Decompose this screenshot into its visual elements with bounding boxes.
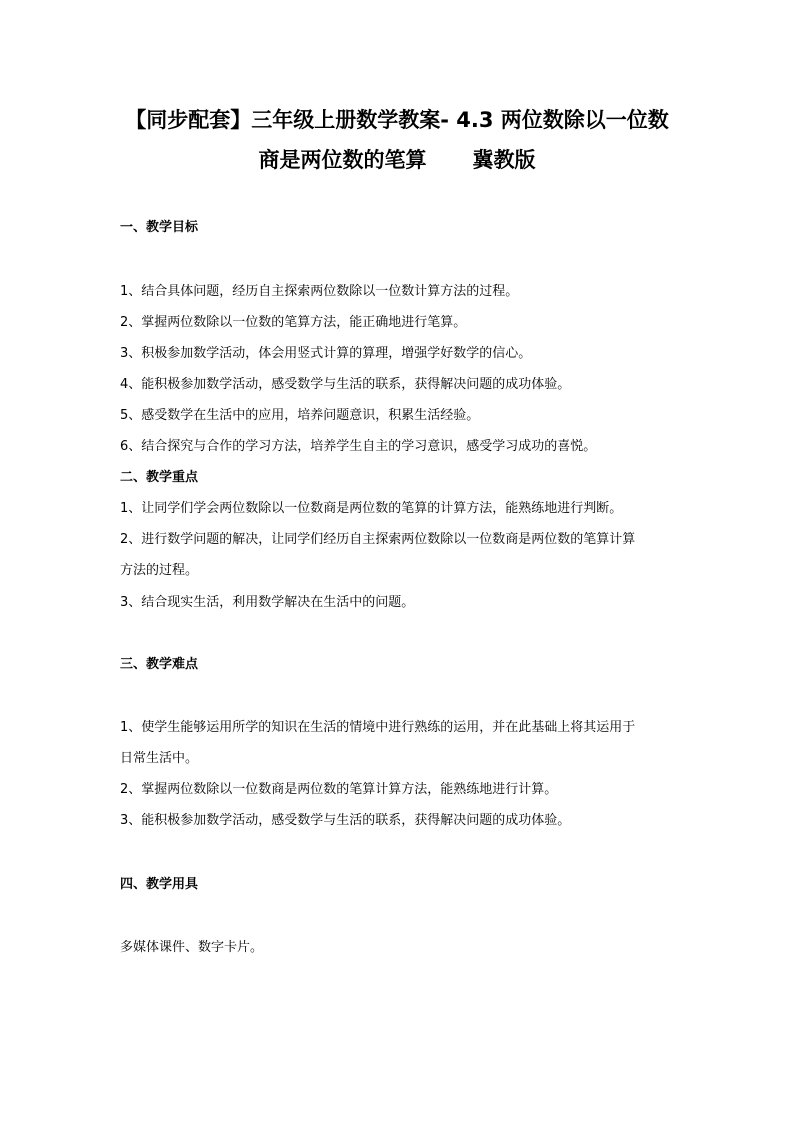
goal-item: 4、能积极参加数学活动，感受数学与生活的联系，获得解决问题的成功体验。 [120,377,571,392]
difficulty-item: 3、能积极参加数学活动，感受数学与生活的联系，获得解决问题的成功体验。 [120,813,571,828]
section-heading-difficulties: 三、教学难点 [120,657,199,672]
document-title-publisher: 冀教版 [472,148,536,172]
difficulty-item-continued: 日常生活中。 [120,751,199,766]
goal-item: 6、结合探究与合作的学习方法，培养学生自主的学习意识，感受学习成功的喜悦。 [120,439,597,454]
goal-item: 2、掌握两位数除以一位数的笔算方法，能正确地进行笔算。 [120,315,467,330]
section-heading-key-points: 二、教学重点 [120,470,199,485]
tool-item: 多媒体课件、数字卡片。 [120,940,264,955]
key-point-item: 3、结合现实生活，利用数学解决在生活中的问题。 [120,595,415,610]
goal-item: 1、结合具体问题，经历自主探索两位数除以一位数计算方法的过程。 [120,284,519,299]
key-point-item: 1、让同学们学会两位数除以一位数商是两位数的笔算的计算方法，能熟练地进行判断。 [120,501,623,516]
document-title-subject: 商是两位数的笔算 [258,148,427,172]
section-heading-tools: 四、教学用具 [120,877,199,892]
document-title-line-2 [0,146,794,174]
key-point-item: 2、进行数学问题的解决，让同学们经历自主探索两位数除以一位数商是两位数的笔算计算 [120,532,636,547]
section-heading-goals: 一、教学目标 [120,220,199,235]
goal-item: 3、积极参加数学活动，体会用竖式计算的算理，增强学好数学的信心。 [120,346,532,361]
key-point-item-continued: 方法的过程。 [120,563,199,578]
difficulty-item: 1、使学生能够运用所学的知识在生活的情境中进行熟练的运用，并在此基础上将其运用于 [120,720,636,735]
goal-item: 5、感受数学在生活中的应用，培养问题意识，积累生活经验。 [120,408,480,423]
document-title-line-1: 【同步配套】三年级上册数学教案- 4.3 两位数除以一位数 [125,108,669,132]
difficulty-item: 2、掌握两位数除以一位数商是两位数的笔算计算方法，能熟练地进行计算。 [120,782,558,797]
